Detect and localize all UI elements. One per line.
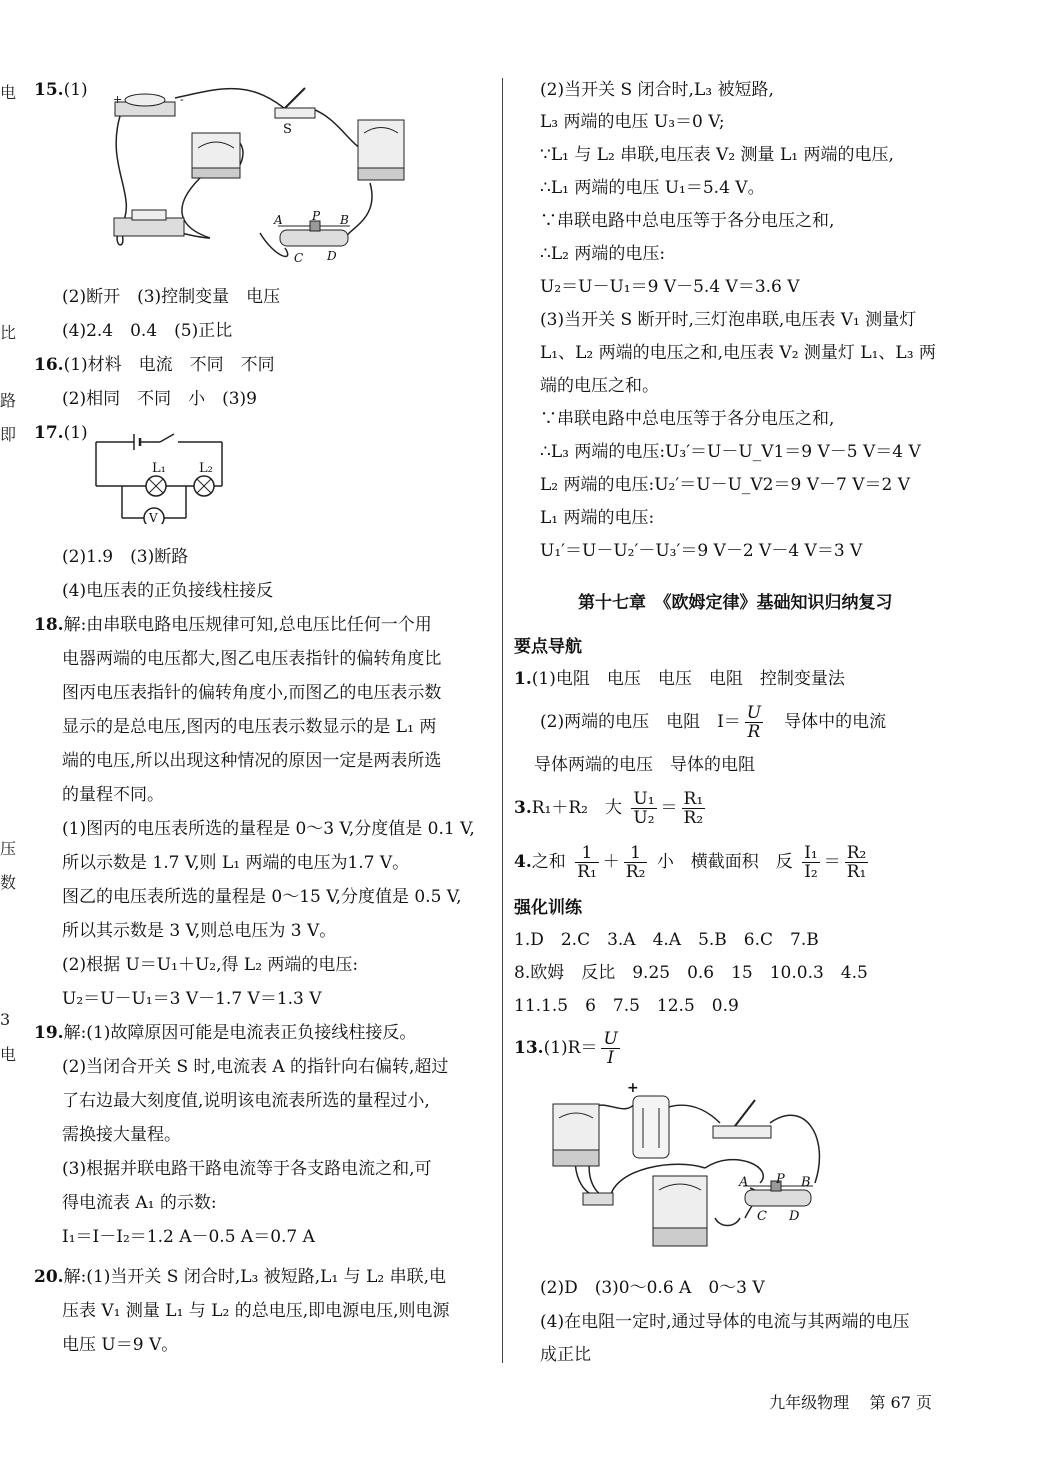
question-18-line: 18.解:由串联电路电压规律可知,总电压比任何一个用 <box>34 615 432 635</box>
q20-cont-line: L₂ 两端的电压:U₂′＝U－U_V2＝9 V－7 V＝2 V <box>540 475 910 495</box>
edge-glyph: 比 <box>0 323 17 342</box>
q15-line3: (4)2.4 0.4 (5)正比 <box>62 321 233 341</box>
edge-glyph: 数 <box>0 873 17 892</box>
question-19-line: 19.解:(1)故障原因可能是电流表正负接线柱接反。 <box>34 1023 417 1043</box>
q19-line: (2)当闭合开关 S 时,电流表 A 的指针向右偏转,超过 <box>62 1057 449 1077</box>
q19-line: (3)根据并联电路干路电流等于各支路电流之和,可 <box>62 1159 432 1179</box>
q20-cont-line: 端的电压之和。 <box>540 376 659 396</box>
q20-cont-line: ∵L₁ 与 L₂ 串联,电压表 V₂ 测量 L₁ 两端的电压, <box>540 145 894 165</box>
edge-glyph: 路 <box>0 391 17 410</box>
point-1: 1.(1)电阻 电压 电压 电阻 控制变量法 <box>514 669 845 689</box>
point-1-b: (2)两端的电压 电阻 I＝ $\frac{U}{R}$ 导体中的电流 <box>540 703 887 742</box>
terminal-d: D <box>327 249 337 263</box>
q18-line: 端的电压,所以出现这种情况的原因一定是两表所选 <box>62 751 442 771</box>
switch-label: S <box>283 122 292 137</box>
q18-line: 所以示数是 1.7 V,则 L₁ 两端的电压为1.7 V。 <box>62 853 410 873</box>
battery-minus: - <box>180 93 184 106</box>
training-13: 13.(1)R＝ $\frac{U}{I}$ <box>514 1029 618 1068</box>
terminal-b-13: B <box>801 1175 811 1190</box>
q20-cont-line: (3)当开关 S 断开时,三灯泡串联,电压表 V₁ 测量灯 <box>540 310 917 330</box>
edge-glyph: 即 <box>0 425 17 444</box>
edge-glyph: 3 <box>0 1010 11 1029</box>
q18-line: 电器两端的电压都大,图乙电压表指针的偏转角度比 <box>62 649 442 669</box>
training-13-c: (4)在电阻一定时,通过导体的电流与其两端的电压 <box>540 1312 910 1332</box>
q18-line: 的量程不同。 <box>62 785 164 805</box>
circuit-figure-15 <box>100 78 420 278</box>
q20-cont-line: U₁′＝U－U₂′－U₃′＝9 V－2 V－4 V＝3 V <box>540 541 863 561</box>
q18-line: 图丙电压表指针的偏转角度小,而图乙的电压表示数 <box>62 683 442 703</box>
question-15-label: 15.(1) <box>34 80 88 100</box>
q18-line: (1)图丙的电压表所选的量程是 0～3 V,分度值是 0.1 V, <box>62 819 475 839</box>
footer-grade: 九年级物理 <box>769 1393 850 1412</box>
q17-line3: (4)电压表的正负接线柱接反 <box>62 581 274 601</box>
q20-cont-line: U₂＝U－U₁＝9 V－5.4 V＝3.6 V <box>540 277 800 297</box>
battery-plus-13: + <box>627 1080 639 1096</box>
section-heading-training: 强化训练 <box>514 898 582 918</box>
terminal-p-13: P <box>776 1172 785 1187</box>
column-divider <box>502 78 503 1363</box>
point-4: 4.之和 $\frac{1}{\text{R₁}}$ ＋ $\frac{1}{\text{R₂}}$ 小 横截面积 反 $\frac{\text{I₁}}{\text{I₂}}$ ＝ $\frac{\text{R₂}}{\text{R₁}}$ <box>514 843 867 882</box>
terminal-c-13: C <box>757 1209 767 1224</box>
q20-line: 压表 V₁ 测量 L₁ 与 L₂ 的总电压,即电源电压,则电源 <box>62 1301 450 1321</box>
q17-line2: (2)1.9 (3)断路 <box>62 547 189 567</box>
q20-cont-line: L₁ 两端的电压: <box>540 508 655 528</box>
voltmeter-v-label: V <box>149 511 158 525</box>
point-1-c: 导体两端的电压 导体的电阻 <box>534 755 755 775</box>
training-13-b: (2)D (3)0～0.6 A 0～3 V <box>540 1278 765 1298</box>
circuit-figure-13 <box>545 1078 835 1258</box>
q20-cont-line: ∴L₂ 两端的电压: <box>540 244 666 264</box>
terminal-a-13: A <box>739 1175 749 1190</box>
q16-line2: (2)相同 不同 小 (3)9 <box>62 389 257 409</box>
q18-line: U₂＝U－U₁＝3 V－1.7 V＝1.3 V <box>62 989 322 1009</box>
q19-line: 得电流表 A₁ 的示数: <box>62 1193 217 1213</box>
q15-line2: (2)断开 (3)控制变量 电压 <box>62 287 281 307</box>
terminal-c: C <box>294 251 304 265</box>
training-13-d: 成正比 <box>540 1345 591 1365</box>
question-16: 16.(1)材料 电流 不同 不同 <box>34 355 275 375</box>
edge-glyph: 电 <box>0 83 17 102</box>
q19-line: I₁＝I－I₂＝1.2 A－0.5 A＝0.7 A <box>62 1227 315 1247</box>
terminal-d-13: D <box>789 1209 800 1224</box>
chapter-title: 第十七章 《欧姆定律》基础知识归纳复习 <box>578 593 893 613</box>
section-heading-key-points: 要点导航 <box>514 637 582 657</box>
q20-cont-line: ∵串联电路中总电压等于各分电压之和, <box>540 409 835 429</box>
page-footer <box>769 1390 932 1413</box>
point-3: 3.R₁＋R₂ 大 $\frac{\text{U₁}}{\text{U₂}}$ ＝ $\frac{\text{R₁}}{\text{R₂}}$ <box>514 789 704 828</box>
q18-line: 图乙的电压表所选的量程是 0～15 V,分度值是 0.5 V, <box>62 887 462 907</box>
page-number: 第 67 页 <box>869 1393 932 1412</box>
q20-cont-line: L₃ 两端的电压 U₃＝0 V; <box>540 112 725 132</box>
question-20-line: 20.解:(1)当开关 S 闭合时,L₃ 被短路,L₁ 与 L₂ 串联,电 <box>34 1267 446 1287</box>
q20-cont-line: ∴L₃ 两端的电压:U₃′＝U－U_V1＝9 V－5 V＝4 V <box>540 442 921 462</box>
terminal-b: B <box>340 213 349 227</box>
q18-line: 显示的是总电压,图丙的电压表示数显示的是 L₁ 两 <box>62 717 437 737</box>
training-answers-1: 1.D 2.C 3.A 4.A 5.B 6.C 7.B <box>514 930 819 950</box>
terminal-a: A <box>274 213 283 227</box>
lamp-l2-label: L₂ <box>199 461 213 476</box>
edge-glyph: 压 <box>0 839 17 858</box>
q20-cont-line: ∵串联电路中总电压等于各分电压之和, <box>540 211 835 231</box>
q20-cont-line: ∴L₁ 两端的电压 U₁＝5.4 V。 <box>540 178 765 198</box>
q20-line: 电压 U＝9 V。 <box>62 1335 179 1355</box>
q18-line: (2)根据 U＝U₁＋U₂,得 L₂ 两端的电压: <box>62 955 359 975</box>
training-answers-2: 8.欧姆 反比 9.25 0.6 15 10.0.3 4.5 <box>514 963 868 983</box>
edge-glyph: 电 <box>0 1045 17 1064</box>
question-17-label: 17.(1) <box>34 423 88 443</box>
battery-plus: + <box>113 93 123 106</box>
training-answers-3: 11.1.5 6 7.5 12.5 0.9 <box>514 996 739 1016</box>
q20-cont-line: (2)当开关 S 闭合时,L₃ 被短路, <box>540 80 774 100</box>
q20-cont-line: L₁、L₂ 两端的电压之和,电压表 V₂ 测量灯 L₁、L₃ 两 <box>540 343 936 363</box>
lamp-l1-label: L₁ <box>152 461 166 476</box>
q18-line: 所以其示数是 3 V,则总电压为 3 V。 <box>62 921 337 941</box>
q19-line: 需换接大量程。 <box>62 1125 181 1145</box>
terminal-p: P <box>312 209 321 223</box>
q19-line: 了右边最大刻度值,说明该电流表所选的量程过小, <box>62 1091 430 1111</box>
